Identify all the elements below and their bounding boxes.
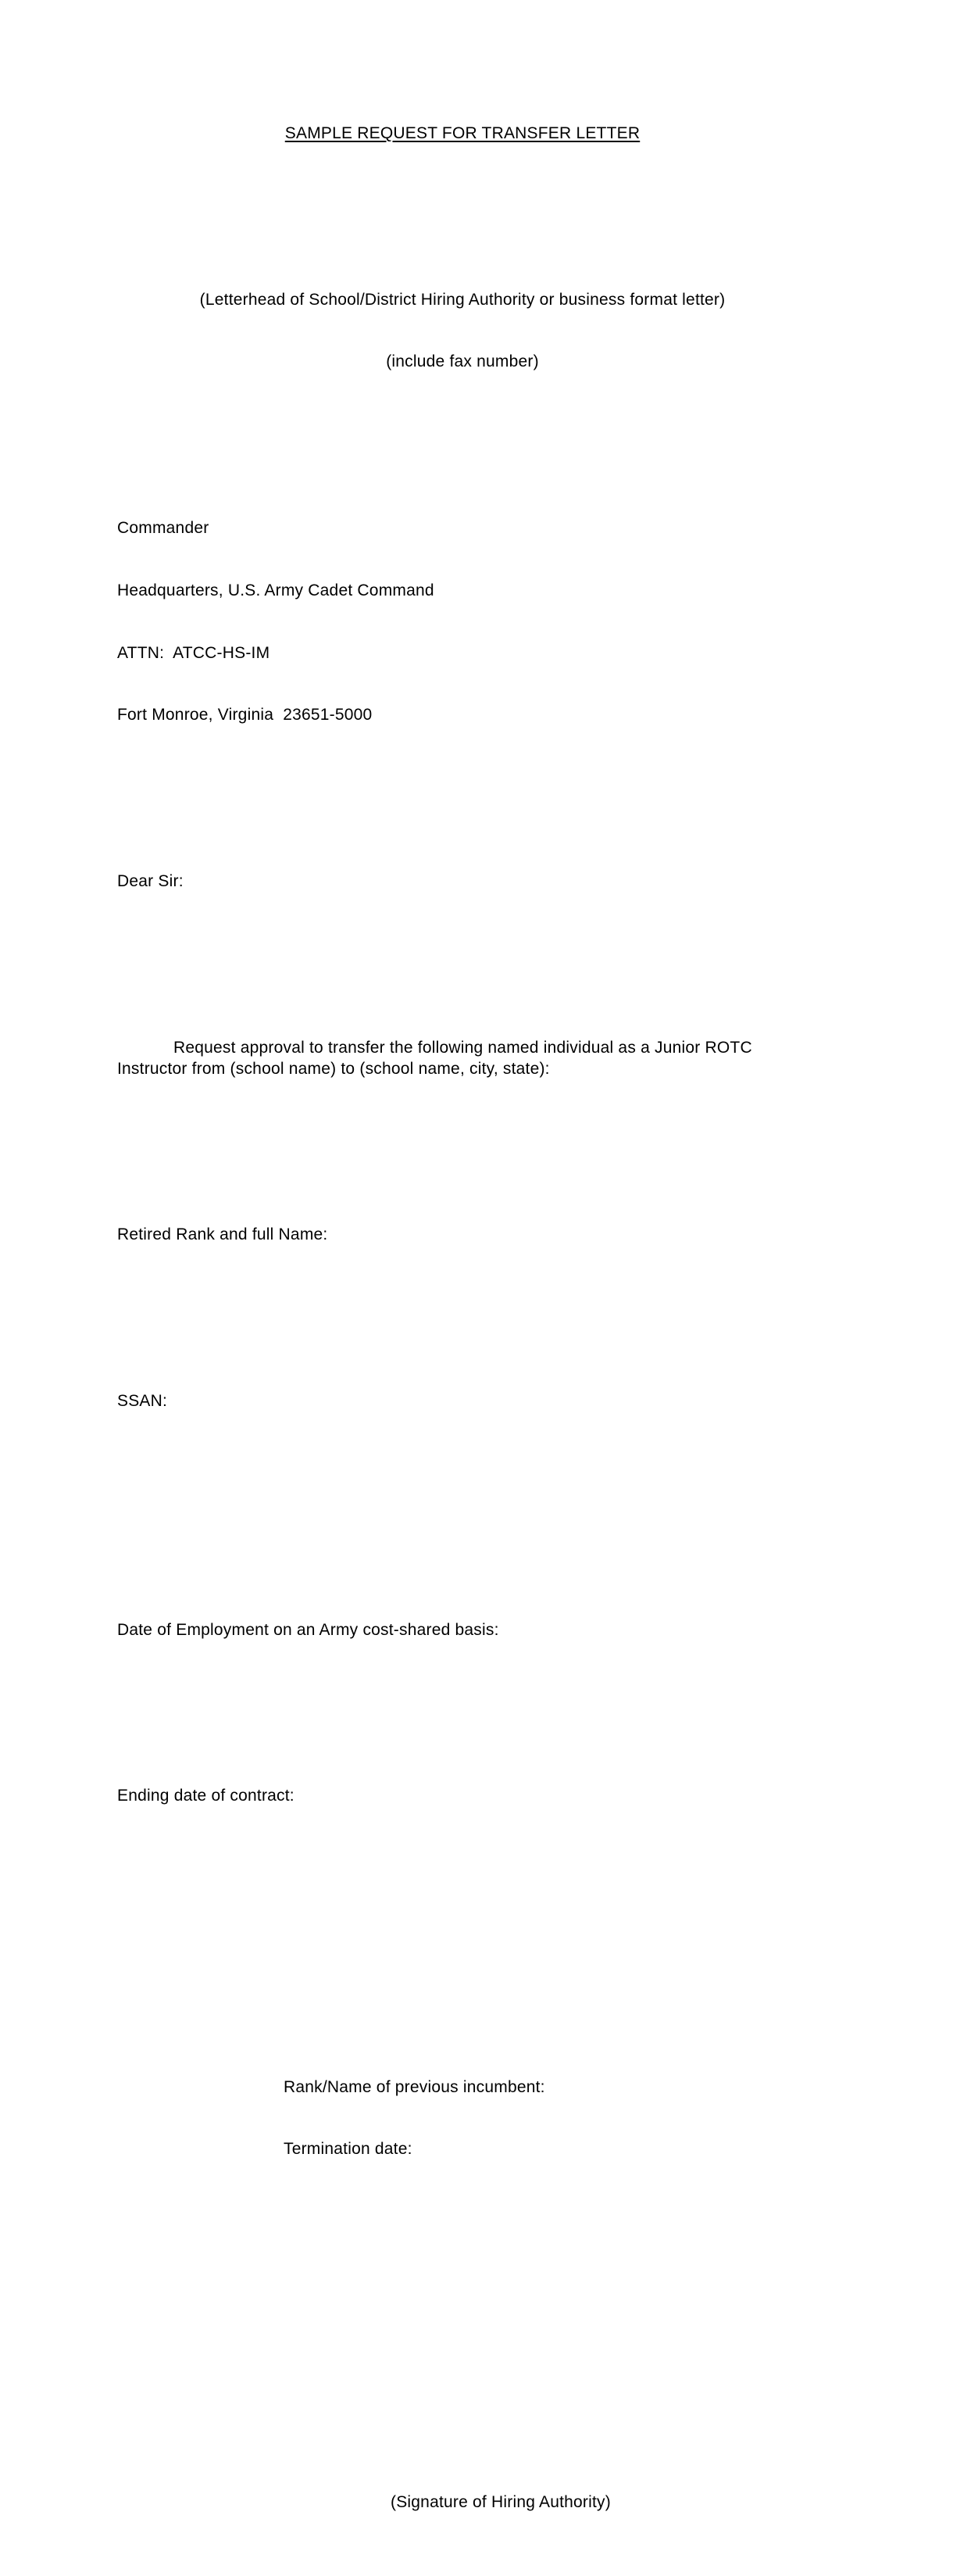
page-title: SAMPLE REQUEST FOR TRANSFER LETTER [284,123,641,142]
field-previous-incumbent: Rank/Name of previous incumbent: [284,2077,545,2096]
spacer [117,1703,808,1724]
spacer [117,2410,808,2431]
spacer [117,1994,808,2015]
addressee-line-headquarters: Headquarters, U.S. Army Cadet Command [117,581,434,599]
spacer [117,1931,808,1952]
body-paragraph: Request approval to transfer the following named individual as a Junior ROTC Instructor from (school name) to (school name, city, state): [117,1038,757,1078]
spacer [117,789,808,810]
field-ssan: SSAN: [117,1392,168,1410]
addressee-line-commander: Commander [117,519,209,538]
spacer [117,1537,808,1558]
spacer [117,955,808,976]
spacer [117,2347,808,2368]
field-date-of-employment: Date of Employment on an Army cost-shared basis: [117,1620,499,1639]
salutation: Dear Sir: [117,872,184,891]
spacer [117,2223,808,2244]
spacer [117,1474,808,1495]
subtitle-fax-number: (include fax number) [386,352,539,371]
spacer [117,435,808,456]
spacer [117,2285,808,2306]
spacer [117,1869,808,1891]
spacer [117,1142,808,1163]
field-ending-date-of-contract: Ending date of contract: [117,1787,294,1805]
subtitle-letterhead: (Letterhead of School/District Hiring Authority or business format letter) [199,290,726,309]
signature-caption: (Signature of Hiring Authority) [391,2493,611,2512]
field-retired-rank-and-name: Retired Rank and full Name: [117,1225,328,1244]
letter-body [117,61,808,2576]
spacer [117,1308,808,1329]
addressee-line-city-state-zip: Fort Monroe, Virginia 23651-5000 [117,706,373,724]
field-termination-date: Termination date: [284,2140,412,2159]
addressee-line-attn: ATTN: ATCC-HS-IM [117,643,270,662]
spacer [117,206,808,227]
